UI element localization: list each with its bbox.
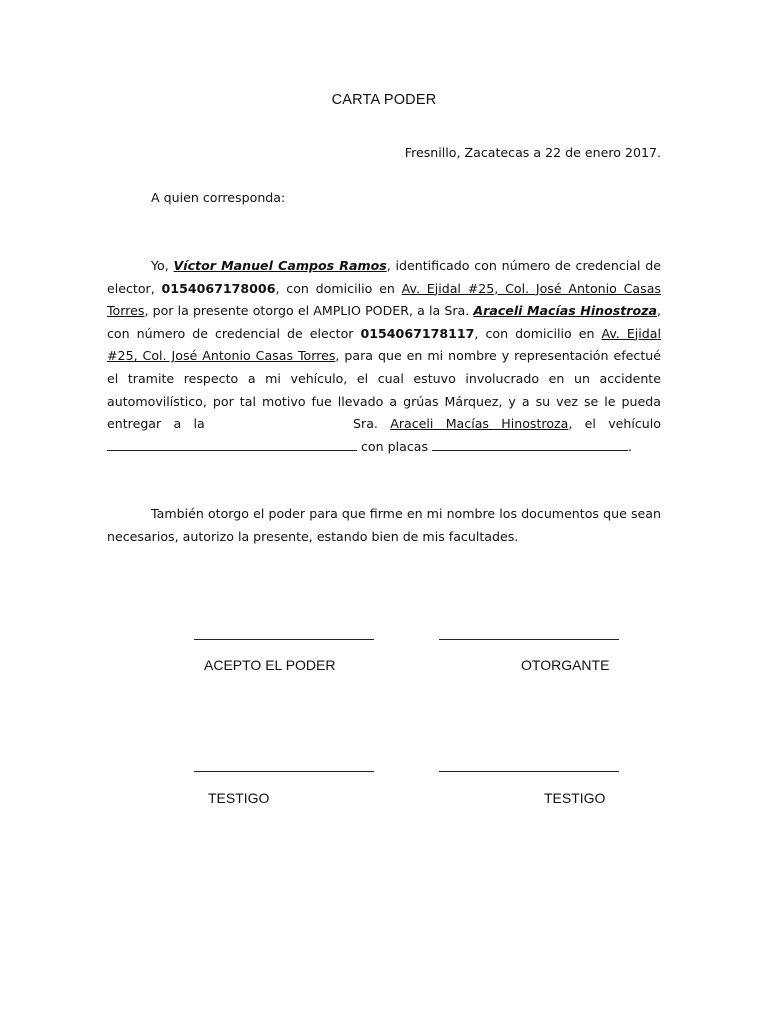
attorney-name: Araceli Macías Hinostroza [473,303,657,319]
text-run: , el vehículo [568,416,661,432]
text-run: , por la presente otorgo el AMPLIO PODER, a la Sra. [144,303,474,319]
accept-label: ACEPTO EL PODER [204,657,336,673]
text-run: . [628,438,633,454]
text-run: , con domicilio en [275,280,402,296]
witness-label-1: TESTIGO [208,790,270,806]
text-run: Yo, [151,258,174,273]
document-date: Fresnillo, Zacatecas a 22 de enero 2017. [404,145,661,160]
attorney-address: Av. Ejidal #25, Col. José Antonio Casas Torres [107,325,661,364]
text-run: , para que en mi nombre y representación efectué el tramite respecto a mi vehículo, el cual estuvo involucrado en un accidente automovilístico, por tal motivo fue llevado a grúas Márquez, y a su vez se le pueda entregar a la [107,348,661,432]
paragraph-secondary [107,503,661,548]
signature-line-grantor [439,639,619,640]
grantor-credential: 0154067178006 [161,280,276,296]
text-run: , con domicilio en [474,325,602,341]
text-run: También otorgo el poder para que firme en mi nombre los documentos que sean necesarios, autorizo la presente, estando bien de mis facultades. [107,506,661,544]
paragraph-main [107,255,661,458]
signature-line-witness-1 [194,771,374,772]
text-run: , con número de credencial de elector [107,303,661,341]
attorney-credential: 0154067178117 [360,325,475,341]
plates-blank-line [432,436,628,451]
grantor-name: Víctor Manuel Campos Ramos [173,258,387,273]
text-run: Sra. [353,416,391,432]
grantor-label: OTORGANTE [521,657,610,673]
signature-line-witness-2 [439,771,619,772]
vehicle-blank-line [107,436,357,451]
text-run: , identificado con número de credencial de elector, [107,258,661,296]
document-title: CARTA PODER [331,92,437,108]
grantor-address: Av. Ejidal #25, Col. José Antonio Casas Torres [107,280,661,319]
signature-line-accept [194,639,374,640]
text-run: con placas [357,438,433,454]
witness-label-2: TESTIGO [544,790,606,806]
greeting: A quien corresponda: [151,190,286,205]
attorney-name-repeat: Araceli Macías Hinostroza [390,416,569,432]
